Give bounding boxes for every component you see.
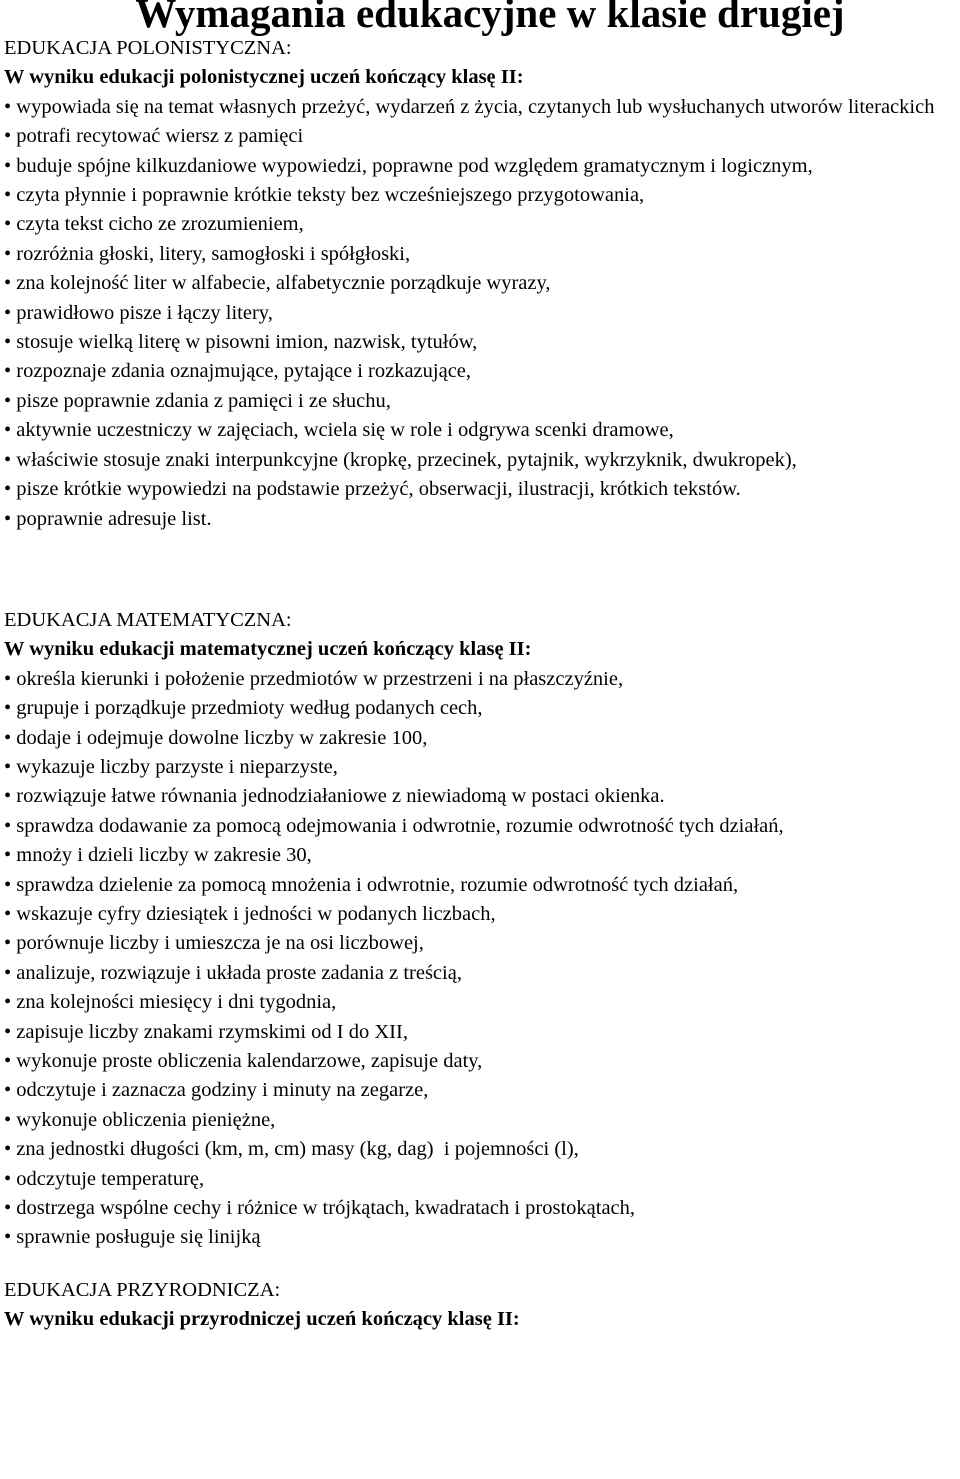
section-heading-math: EDUKACJA MATEMATYCZNA: [4,608,292,631]
list-item: • rozróżnia głoski, litery, samogłoski i spółgłoski, [4,242,411,265]
list-item: • sprawdza dodawanie za pomocą odejmowania i odwrotnie, rozumie odwrotność tych działań, [4,814,784,837]
section-polish [4,34,956,534]
document-title: Wymagania edukacyjne w klasie drugiej [135,0,845,36]
list-item: • wykonuje proste obliczenia kalendarzowe, zapisuje daty, [4,1050,483,1072]
list-item: • prawidłowo pisze i łączy litery, [4,301,273,324]
list-item: • odczytuje i zaznacza godziny i minuty na zegarze, [4,1079,429,1102]
section-nature [4,1276,956,1335]
list-item: • rozwiązuje łatwe równania jednodziałaniowe z niewiadomą w postaci okienka. [4,785,665,808]
list-item: • wypowiada się na temat własnych przeżyć, wydarzeń z życia, czytanych lub wysłuchanych utworów literackich [4,95,935,118]
list-item: • potrafi recytować wiersz z pamięci [4,125,304,148]
section-heading-nature: EDUKACJA PRZYRODNICZA: [4,1278,281,1301]
list-item: • czyta tekst cicho ze zrozumieniem, [4,213,304,236]
list-item: • wskazuje cyfry dziesiątek i jedności w podanych liczbach, [4,902,496,925]
list-item: • dodaje i odejmuje dowolne liczby w zakresie 100, [4,726,428,749]
list-item: • określa kierunki i położenie przedmiotów w przestrzeni i na płaszczyźnie, [4,667,624,690]
list-item: • grupuje i porządkuje przedmioty według podanych cech, [4,697,483,720]
list-item: • zna kolejność liter w alfabecie, alfabetycznie porządkuje wyrazy, [4,272,551,295]
list-item: • porównuje liczby i umieszcza je na osi liczbowej, [4,932,424,955]
section-heading-polish: EDUKACJA POLONISTYCZNA: [4,37,292,59]
document-page [4,0,956,1335]
list-item: • rozpoznaje zdania oznajmujące, pytające i rozkazujące, [4,360,472,383]
requirements-list-math [4,665,956,1253]
section-intro-nature: W wyniku edukacji przyrodniczej uczeń kończący klasę II: [4,1308,520,1331]
section-intro-polish: W wyniku edukacji polonistycznej uczeń kończący klasę II: [4,66,524,89]
list-item: • zna kolejności miesięcy i dni tygodnia, [4,991,337,1014]
list-item: • pisze poprawnie zdania z pamięci i ze słuchu, [4,389,391,412]
list-item: • odczytuje temperaturę, [4,1167,205,1190]
list-item: • sprawdza dzielenie za pomocą mnożenia i odwrotnie, rozumie odwrotność tych działań, [4,873,739,896]
list-item: • sprawnie posługuje się linijką [4,1226,261,1249]
list-item: • wykonuje obliczenia pieniężne, [4,1108,276,1131]
spacer [4,534,956,606]
section-intro-math: W wyniku edukacji matematycznej uczeń kończący klasę II: [4,638,532,661]
list-item: • poprawnie adresuje list. [4,507,212,530]
list-item: • aktywnie uczestniczy w zajęciach, wciela się w role i odgrywa scenki dramowe, [4,419,674,442]
list-item: • wykazuje liczby parzyste i nieparzyste, [4,755,338,778]
list-item: • zapisuje liczby znakami rzymskimi od I do XII, [4,1020,408,1043]
list-item: • właściwie stosuje znaki interpunkcyjne (kropkę, przecinek, pytajnik, wykrzyknik, dwukropek), [4,448,797,471]
spacer [4,1253,956,1276]
list-item: • zna jednostki długości (km, m, cm) masy (kg, dag) i pojemności (l), [4,1138,579,1161]
list-item: • analizuje, rozwiązuje i układa proste zadania z treścią, [4,961,462,984]
list-item: • buduje spójne kilkuzdaniowe wypowiedzi, poprawne pod względem gramatycznym i logicznym, [4,154,813,177]
section-math [4,606,956,1253]
list-item: • czyta płynnie i poprawnie krótkie teksty bez wcześniejszego przygotowania, [4,184,645,207]
list-item: • stosuje wielką literę w pisowni imion, nazwisk, tytułów, [4,331,478,354]
requirements-list-polish [4,93,956,534]
list-item: • pisze krótkie wypowiedzi na podstawie przeżyć, obserwacji, ilustracji, krótkich tekstów. [4,478,741,501]
list-item: • mnoży i dzieli liczby w zakresie 30, [4,844,312,867]
list-item: • dostrzega wspólne cechy i różnice w trójkątach, kwadratach i prostokątach, [4,1197,636,1220]
